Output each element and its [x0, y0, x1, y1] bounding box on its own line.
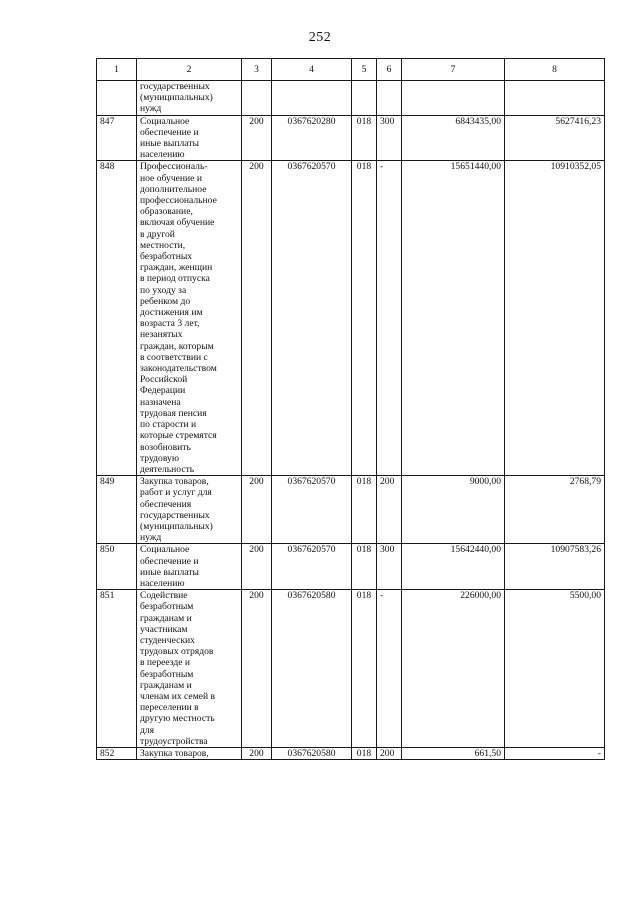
row-type-code-text: 018: [356, 476, 372, 488]
row-item-code-text: 200: [380, 476, 395, 488]
row-name-text: Содействие безработным гражданам и участникам студенческих трудовых отрядов в переезде и безработным гражданам и членам их семей в переселении в другую местность для трудоустройства: [140, 590, 216, 747]
row-number: [97, 115, 137, 161]
row-name: [137, 590, 242, 748]
row-target-code: [272, 81, 352, 116]
table-body: [97, 59, 605, 760]
row-amount-planned: [402, 476, 505, 544]
column-header: 4: [272, 59, 352, 81]
row-type-code: [352, 747, 377, 759]
row-type-code: [352, 476, 377, 544]
row-type-code: [352, 161, 377, 476]
row-section: [242, 161, 272, 476]
table-header-row: [97, 59, 605, 81]
row-section-text: 200: [249, 544, 264, 556]
row-name-text: Социальное обеспечение и иные выплаты населению: [140, 115, 199, 161]
row-name: [137, 747, 242, 759]
row-type-code: [352, 544, 377, 590]
row-amount-planned: [402, 81, 505, 116]
table-row: [97, 115, 605, 161]
row-type-code-text: 018: [356, 115, 372, 127]
row-number: [97, 476, 137, 544]
row-type-code: [352, 590, 377, 748]
row-number-text: 847: [100, 115, 115, 127]
table-row: [97, 161, 605, 476]
row-name: [137, 115, 242, 161]
column-header: 1: [97, 59, 137, 81]
row-item-code: [377, 81, 402, 116]
column-header: 2: [137, 59, 242, 81]
table-row: [97, 544, 605, 590]
row-name-text: Профессиональ- ное обучение и дополнительное профессиональное образование, включая обучение в другой местности, безработных граждан, женщин в период отпуска по уходу за ребенком до достижения им возраста 3 лет, незанятых граждан, которым в соответствии с законодательством Российской Федерации назначена трудовая пенсия по старости и которые стремятся возобновить трудовую деятельность: [140, 161, 217, 475]
row-section-text: 200: [249, 476, 264, 488]
row-number: [97, 161, 137, 476]
row-target-code-text: 0367620580: [287, 747, 336, 759]
row-item-code: [377, 161, 402, 476]
table-row: [97, 81, 605, 116]
row-number-text: 849: [100, 476, 115, 488]
row-section: [242, 476, 272, 544]
row-name: [137, 476, 242, 544]
row-type-code-text: 018: [356, 590, 372, 602]
row-type-code-text: 018: [356, 747, 372, 759]
row-item-code: [377, 476, 402, 544]
row-amount-executed: [505, 161, 605, 476]
row-amount-planned-text: 6843435,00: [455, 115, 501, 127]
row-amount-executed: [505, 747, 605, 759]
row-type-code: [352, 81, 377, 116]
row-amount-planned-text: 15642440,00: [450, 544, 501, 556]
column-header: 6: [377, 59, 402, 81]
row-section-text: 200: [249, 115, 264, 127]
row-amount-executed-text: 10907583,26: [550, 544, 601, 556]
row-item-code: [377, 590, 402, 748]
row-number-text: 851: [100, 590, 115, 602]
row-section-text: 200: [249, 161, 264, 173]
row-type-code: [352, 115, 377, 161]
row-amount-planned-text: 15651440,00: [450, 161, 501, 173]
row-number: [97, 81, 137, 116]
row-amount-executed-text: 5627416,23: [555, 115, 601, 127]
row-number: [97, 590, 137, 748]
row-section: [242, 544, 272, 590]
row-amount-planned-text: 9000,00: [469, 476, 501, 488]
row-amount-planned: [402, 747, 505, 759]
row-section-text: 200: [249, 747, 264, 759]
row-section-text: 200: [249, 590, 264, 602]
row-item-code-text: -: [380, 590, 384, 602]
row-name-text: Закупка товаров, работ и услуг для обеспечения государственных (муниципальных) нужд: [140, 476, 213, 544]
row-name-text: государственных (муниципальных) нужд: [140, 81, 213, 115]
row-number-text: 852: [100, 747, 115, 759]
row-amount-planned: [402, 115, 505, 161]
row-name: [137, 81, 242, 116]
table-row: [97, 747, 605, 759]
row-number: [97, 544, 137, 590]
row-target-code: [272, 590, 352, 748]
row-section: [242, 115, 272, 161]
row-number: [97, 747, 137, 759]
column-header: 7: [402, 59, 505, 81]
row-item-code: [377, 544, 402, 590]
column-header: 5: [352, 59, 377, 81]
row-target-code: [272, 476, 352, 544]
row-target-code-text: 0367620280: [287, 115, 336, 127]
row-section: [242, 590, 272, 748]
row-amount-executed-text: 5500,00: [569, 590, 601, 602]
row-name-text: Закупка товаров,: [140, 747, 209, 759]
row-amount-executed: [505, 544, 605, 590]
row-amount-planned: [402, 544, 505, 590]
row-item-code-text: 200: [380, 747, 395, 759]
row-target-code-text: 0367620580: [287, 590, 336, 602]
row-amount-planned: [402, 590, 505, 748]
row-amount-executed: [505, 81, 605, 116]
row-type-code-text: 018: [356, 161, 372, 173]
row-amount-executed: [505, 115, 605, 161]
row-item-code-text: 300: [380, 115, 395, 127]
row-amount-executed-text: -: [597, 747, 601, 759]
row-name-text: Социальное обеспечение и иные выплаты населению: [140, 544, 199, 589]
row-type-code-text: 018: [356, 544, 372, 556]
row-section: [242, 747, 272, 759]
row-amount-executed: [505, 476, 605, 544]
budget-table: [96, 58, 605, 760]
row-amount-planned-text: 661,50: [474, 747, 501, 759]
row-target-code-text: 0367620570: [287, 476, 336, 488]
row-amount-executed-text: 2768,79: [569, 476, 601, 488]
row-target-code-text: 0367620570: [287, 544, 336, 556]
row-number-text: 850: [100, 544, 115, 556]
row-name: [137, 544, 242, 590]
row-item-code-text: 300: [380, 544, 395, 556]
row-amount-planned-text: 226000,00: [460, 590, 501, 602]
table-row: [97, 590, 605, 748]
row-amount-executed-text: 10910352,05: [550, 161, 601, 173]
row-amount-executed: [505, 590, 605, 748]
row-section: [242, 81, 272, 116]
row-target-code: [272, 161, 352, 476]
row-target-code-text: 0367620570: [287, 161, 336, 173]
column-header: 3: [242, 59, 272, 81]
page-number: 252: [308, 30, 332, 45]
row-item-code: [377, 747, 402, 759]
row-item-code: [377, 115, 402, 161]
row-number-text: 848: [100, 161, 115, 173]
row-item-code-text: -: [380, 161, 384, 173]
column-header: 8: [505, 59, 605, 81]
table-row: [97, 476, 605, 544]
row-target-code: [272, 544, 352, 590]
row-amount-planned: [402, 161, 505, 476]
row-target-code: [272, 747, 352, 759]
row-name: [137, 161, 242, 476]
row-target-code: [272, 115, 352, 161]
